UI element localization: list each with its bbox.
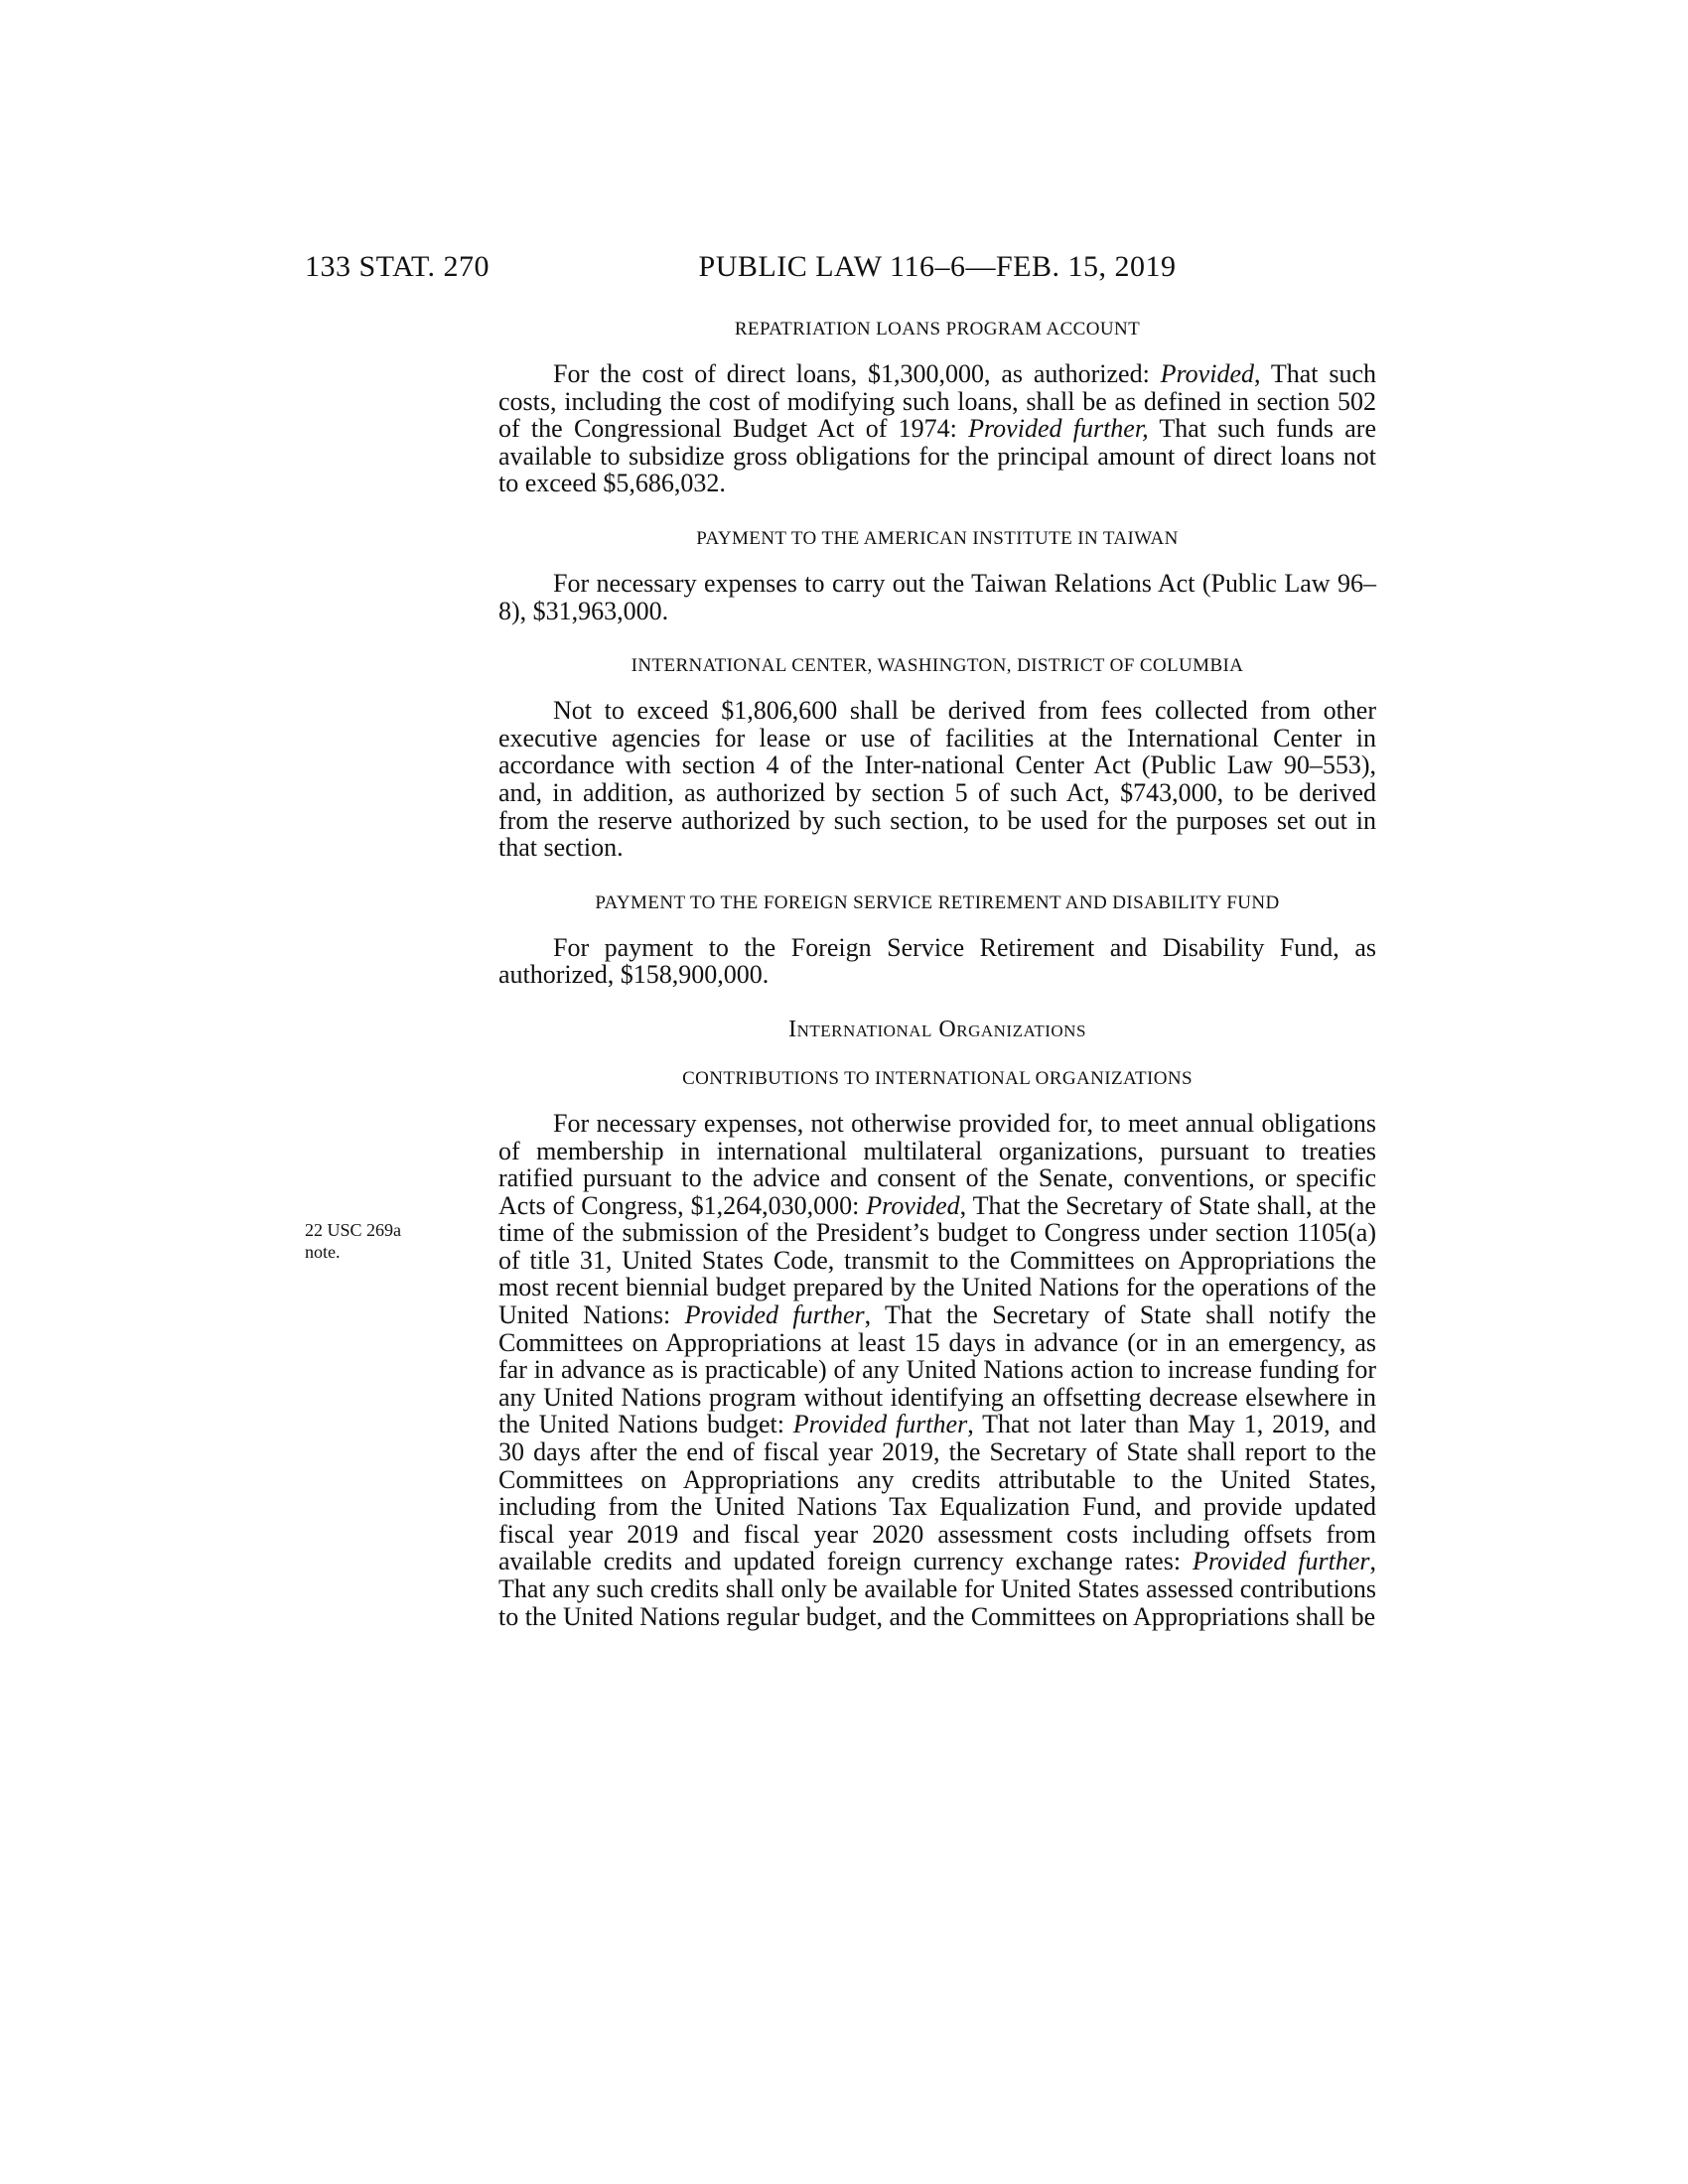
text-run: , That the Secretary of State shall notify the Committees on Appropriations at least 15 days in advance (or in an emergency, as far in advance as is practicable) of any United Nations action to increase funding for any United Nations program without identifying an offsetting decrease elsewhere in the United Nations budget: bbox=[498, 1300, 1376, 1439]
margin-note bbox=[305, 1219, 464, 1263]
paragraph-repatriation-loans bbox=[498, 360, 1376, 497]
proviso-italic: Provided further, bbox=[968, 414, 1149, 444]
paragraph-international-center: Not to exceed $1,806,600 shall be derived from fees collected from other executive agencies for lease or use of facilities at the International Center in accordance with section 4 of the Inter-national Center Act (Public Law 90–553), and, in addition, as authorized by section 5 of such Act, $743,000, to be derived from the reserve authorized by such section, to be used for the purposes set out in that section. bbox=[498, 696, 1376, 863]
text-run: , That any such credits shall only be available for United States assessed contributions to the United Nations regular budget, and the Committees on Appropriations shall be bbox=[498, 1547, 1377, 1631]
text-run: For necessary expenses, not otherwise provided for, to meet annual obligations of membership in international multilateral organizations, pursuant to treaties ratified pursuant to the advice and consent of the Senate, conventions, or specific Acts of Congress, $1,264,030,000: bbox=[498, 1108, 1376, 1220]
proviso-italic: Provided bbox=[866, 1190, 960, 1220]
text-run: , That not later than May 1, 2019, and 30 days after the end of fiscal year 2019, the Secretary of State shall report to the Committees on Appropriations any credits attributable to the United States, including from the United Nations Tax Equalization Fund, and provide updated fiscal year 2019 and fiscal year 2020 assessment costs including offsets from available credits and updated foreign currency exchange rates: bbox=[498, 1410, 1377, 1576]
proviso-italic: Provided further bbox=[1193, 1547, 1370, 1576]
stat-citation: 133 STAT. 270 bbox=[305, 250, 491, 283]
text-run: That such funds are available to subsidize gross obligations for the principal amount of direct loans not to exceed $5,686,032. bbox=[498, 414, 1376, 498]
text-run: , That the Secretary of State shall, at the time of the submission of the President’s budget to Congress under section 1105(a) of title 31, United States Code, transmit to the Committees on Appropriations the most recent biennial budget prepared by the United Nations for the operations of the United Nations: bbox=[498, 1190, 1376, 1330]
heading-international-center: INTERNATIONAL CENTER, WASHINGTON, DISTRICT OF COLUMBIA bbox=[631, 655, 1244, 677]
proviso-italic: Provided further bbox=[684, 1300, 865, 1330]
paragraph-taiwan-institute: For necessary expenses to carry out the Taiwan Relations Act (Public Law 96–8), $31,963,000. bbox=[498, 568, 1376, 625]
heading-taiwan-institute: PAYMENT TO THE AMERICAN INSTITUTE IN TAIWAN bbox=[696, 527, 1179, 549]
text-run: , That such costs, including the cost of modifying such loans, shall be as defined in section 502 of the Congressional Budget Act of 1974: bbox=[498, 359, 1376, 444]
proviso-italic: Provided further bbox=[792, 1410, 968, 1439]
heading-contributions: CONTRIBUTIONS TO INTERNATIONAL ORGANIZATIONS bbox=[682, 1067, 1193, 1089]
paragraph-foreign-service-fund: For payment to the Foreign Service Retirement and Disability Fund, as authorized, $158,900,000. bbox=[498, 932, 1376, 990]
page-title: PUBLIC LAW 116–6—FEB. 15, 2019 bbox=[698, 250, 1177, 283]
document-body bbox=[498, 316, 1376, 1658]
heading-repatriation-loans: REPATRIATION LOANS PROGRAM ACCOUNT bbox=[734, 319, 1141, 340]
text-run: For the cost of direct loans, $1,300,000, as authorized: bbox=[553, 359, 1161, 388]
margin-note-suffix: note. bbox=[305, 1242, 341, 1262]
margin-note-citation: 22 USC 269a bbox=[305, 1220, 402, 1240]
heading-foreign-service-fund: PAYMENT TO THE FOREIGN SERVICE RETIREMENT AND DISABILITY FUND bbox=[595, 891, 1280, 913]
paragraph-contributions bbox=[498, 1110, 1376, 1630]
heading-international-organizations: International Organizations bbox=[788, 1016, 1086, 1042]
proviso-italic: Provided bbox=[1160, 359, 1254, 388]
